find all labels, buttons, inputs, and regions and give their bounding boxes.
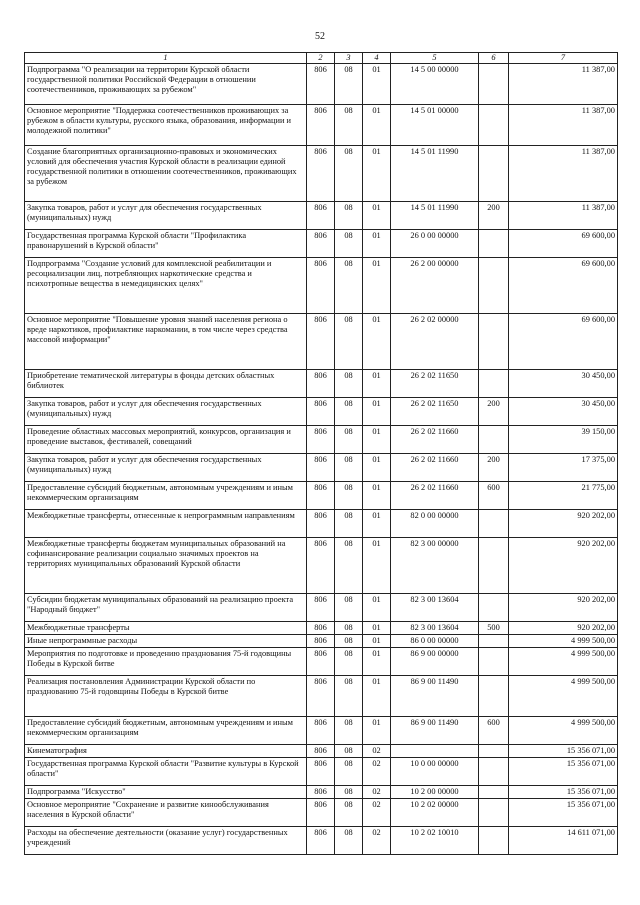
row-section-cell: 08 <box>335 621 363 634</box>
row-code-cell: 806 <box>307 509 335 537</box>
row-amount-cell: 21 775,00 <box>509 481 618 509</box>
row-code-cell: 806 <box>307 537 335 593</box>
row-target-cell: 86 9 00 00000 <box>391 647 479 675</box>
table-row <box>25 675 618 716</box>
row-subsection-cell: 01 <box>363 145 391 201</box>
row-expense-type-cell <box>479 257 509 313</box>
row-subsection-cell: 01 <box>363 63 391 104</box>
row-name-cell: Подпрограмма "Искусство" <box>25 785 307 798</box>
table-row <box>25 785 618 798</box>
row-section-cell: 08 <box>335 744 363 757</box>
row-expense-type-cell <box>479 826 509 854</box>
row-subsection-cell: 02 <box>363 744 391 757</box>
row-amount-cell: 920 202,00 <box>509 509 618 537</box>
row-section-cell: 08 <box>335 716 363 744</box>
row-name-cell: Подпрограмма "Создание условий для комплексной реабилитации и ресоциализации лиц, потребляющих наркотические средства и психотропные вещества в немедицинских целях" <box>25 257 307 313</box>
row-target-cell: 14 5 00 00000 <box>391 63 479 104</box>
row-name-cell: Межбюджетные трансферты, отнесенные к непрограммным направлениям <box>25 509 307 537</box>
row-amount-cell: 69 600,00 <box>509 313 618 369</box>
table-row <box>25 313 618 369</box>
row-code-cell: 806 <box>307 785 335 798</box>
row-subsection-cell: 01 <box>363 425 391 453</box>
row-target-cell: 14 5 01 11990 <box>391 201 479 229</box>
row-name-cell: Закупка товаров, работ и услуг для обеспечения государственных (муниципальных) нужд <box>25 397 307 425</box>
row-section-cell: 08 <box>335 369 363 397</box>
header-row <box>25 53 618 64</box>
row-subsection-cell: 01 <box>363 509 391 537</box>
row-section-cell: 08 <box>335 537 363 593</box>
row-code-cell: 806 <box>307 104 335 145</box>
row-code-cell: 806 <box>307 63 335 104</box>
row-amount-cell: 4 999 500,00 <box>509 675 618 716</box>
row-target-cell: 86 9 00 11490 <box>391 675 479 716</box>
row-name-cell: Основное мероприятие "Поддержка соотечественников проживающих за рубежом в области культуры, русского языка, образования, информации и молодежной политики" <box>25 104 307 145</box>
row-target-cell: 14 5 01 11990 <box>391 145 479 201</box>
column-header: 4 <box>363 53 391 64</box>
row-amount-cell: 920 202,00 <box>509 593 618 621</box>
row-name-cell: Субсидии бюджетам муниципальных образований на реализацию проекта "Народный бюджет" <box>25 593 307 621</box>
row-name-cell: Предоставление субсидий бюджетным, автономным учреждениям и иным некоммерческим организациям <box>25 481 307 509</box>
row-amount-cell: 11 387,00 <box>509 63 618 104</box>
row-expense-type-cell <box>479 593 509 621</box>
row-code-cell: 806 <box>307 369 335 397</box>
row-name-cell: Государственная программа Курской области "Профилактика правонарушений в Курской области" <box>25 229 307 257</box>
row-name-cell: Межбюджетные трансферты <box>25 621 307 634</box>
row-section-cell: 08 <box>335 634 363 647</box>
table-row <box>25 798 618 826</box>
row-expense-type-cell <box>479 229 509 257</box>
row-name-cell: Мероприятия по подготовке и проведению празднования 75-й годовщины Победы в Курской битве <box>25 647 307 675</box>
row-amount-cell: 4 999 500,00 <box>509 716 618 744</box>
row-expense-type-cell <box>479 757 509 785</box>
row-name-cell: Основное мероприятие "Сохранение и развитие кинообслуживания населения в Курской области" <box>25 798 307 826</box>
row-expense-type-cell <box>479 537 509 593</box>
table-row <box>25 453 618 481</box>
row-code-cell: 806 <box>307 593 335 621</box>
row-expense-type-cell <box>479 634 509 647</box>
table-row <box>25 647 618 675</box>
row-code-cell: 806 <box>307 201 335 229</box>
row-name-cell: Проведение областных массовых мероприятий, конкурсов, организация и проведение выставок, фестивалей, совещаний <box>25 425 307 453</box>
table-row <box>25 634 618 647</box>
table-row <box>25 104 618 145</box>
row-name-cell: Межбюджетные трансферты бюджетам муниципальных образований на софинансирование реализации социально значимых проектов на территориях муниципальных образований Курской области <box>25 537 307 593</box>
row-code-cell: 806 <box>307 145 335 201</box>
row-subsection-cell: 02 <box>363 757 391 785</box>
row-code-cell: 806 <box>307 675 335 716</box>
row-expense-type-cell: 200 <box>479 397 509 425</box>
row-section-cell: 08 <box>335 453 363 481</box>
row-section-cell: 08 <box>335 798 363 826</box>
row-expense-type-cell <box>479 744 509 757</box>
row-target-cell: 26 2 02 11650 <box>391 369 479 397</box>
row-expense-type-cell <box>479 63 509 104</box>
row-target-cell: 86 0 00 00000 <box>391 634 479 647</box>
row-target-cell: 10 0 00 00000 <box>391 757 479 785</box>
row-amount-cell: 30 450,00 <box>509 369 618 397</box>
row-section-cell: 08 <box>335 104 363 145</box>
row-target-cell: 26 2 02 11660 <box>391 453 479 481</box>
row-code-cell: 806 <box>307 647 335 675</box>
row-target-cell: 26 0 00 00000 <box>391 229 479 257</box>
row-subsection-cell: 01 <box>363 481 391 509</box>
row-code-cell: 806 <box>307 757 335 785</box>
row-subsection-cell: 01 <box>363 716 391 744</box>
row-name-cell: Кинематография <box>25 744 307 757</box>
column-header: 5 <box>391 53 479 64</box>
table-row <box>25 826 618 854</box>
row-expense-type-cell <box>479 647 509 675</box>
row-subsection-cell: 01 <box>363 593 391 621</box>
row-amount-cell: 920 202,00 <box>509 537 618 593</box>
table-row <box>25 229 618 257</box>
row-subsection-cell: 01 <box>363 313 391 369</box>
row-section-cell: 08 <box>335 63 363 104</box>
table-row <box>25 63 618 104</box>
row-amount-cell: 15 356 071,00 <box>509 798 618 826</box>
table-row <box>25 145 618 201</box>
row-target-cell: 26 2 02 11660 <box>391 481 479 509</box>
row-amount-cell: 15 356 071,00 <box>509 785 618 798</box>
row-target-cell: 86 9 00 11490 <box>391 716 479 744</box>
table-row <box>25 757 618 785</box>
row-code-cell: 806 <box>307 798 335 826</box>
row-section-cell: 08 <box>335 509 363 537</box>
row-code-cell: 806 <box>307 744 335 757</box>
row-name-cell: Предоставление субсидий бюджетным, автономным учреждениям и иным некоммерческим организациям <box>25 716 307 744</box>
row-expense-type-cell: 600 <box>479 716 509 744</box>
row-section-cell: 08 <box>335 201 363 229</box>
row-subsection-cell: 01 <box>363 675 391 716</box>
row-code-cell: 806 <box>307 826 335 854</box>
column-header: 1 <box>25 53 307 64</box>
column-header: 7 <box>509 53 618 64</box>
row-expense-type-cell <box>479 313 509 369</box>
row-expense-type-cell: 500 <box>479 621 509 634</box>
row-amount-cell: 15 356 071,00 <box>509 744 618 757</box>
row-name-cell: Закупка товаров, работ и услуг для обеспечения государственных (муниципальных) нужд <box>25 453 307 481</box>
row-section-cell: 08 <box>335 425 363 453</box>
row-target-cell: 82 3 00 13604 <box>391 593 479 621</box>
row-amount-cell: 11 387,00 <box>509 104 618 145</box>
row-amount-cell: 39 150,00 <box>509 425 618 453</box>
row-amount-cell: 4 999 500,00 <box>509 647 618 675</box>
row-code-cell: 806 <box>307 634 335 647</box>
row-name-cell: Иные непрограммные расходы <box>25 634 307 647</box>
column-header: 3 <box>335 53 363 64</box>
column-header: 6 <box>479 53 509 64</box>
row-expense-type-cell <box>479 369 509 397</box>
row-amount-cell: 920 202,00 <box>509 621 618 634</box>
row-section-cell: 08 <box>335 785 363 798</box>
row-code-cell: 806 <box>307 257 335 313</box>
row-amount-cell: 11 387,00 <box>509 201 618 229</box>
row-code-cell: 806 <box>307 453 335 481</box>
row-target-cell: 26 2 02 11650 <box>391 397 479 425</box>
row-name-cell: Расходы на обеспечение деятельности (оказание услуг) государственных учреждений <box>25 826 307 854</box>
row-target-cell: 10 2 02 00000 <box>391 798 479 826</box>
row-target-cell: 10 2 02 10010 <box>391 826 479 854</box>
row-subsection-cell: 02 <box>363 798 391 826</box>
row-amount-cell: 30 450,00 <box>509 397 618 425</box>
row-code-cell: 806 <box>307 716 335 744</box>
row-subsection-cell: 01 <box>363 397 391 425</box>
row-section-cell: 08 <box>335 397 363 425</box>
row-subsection-cell: 01 <box>363 201 391 229</box>
row-amount-cell: 15 356 071,00 <box>509 757 618 785</box>
row-section-cell: 08 <box>335 257 363 313</box>
table-row <box>25 744 618 757</box>
row-name-cell: Подпрограмма "О реализации на территории Курской области государственной политики Российской Федерации в отношении соотечественников, проживающих за рубежом" <box>25 63 307 104</box>
row-expense-type-cell: 200 <box>479 453 509 481</box>
row-target-cell: 82 0 00 00000 <box>391 509 479 537</box>
row-section-cell: 08 <box>335 481 363 509</box>
row-expense-type-cell <box>479 509 509 537</box>
row-code-cell: 806 <box>307 397 335 425</box>
row-code-cell: 806 <box>307 425 335 453</box>
row-section-cell: 08 <box>335 647 363 675</box>
row-target-cell <box>391 744 479 757</box>
table-row <box>25 509 618 537</box>
row-amount-cell: 14 611 071,00 <box>509 826 618 854</box>
row-subsection-cell: 01 <box>363 369 391 397</box>
row-subsection-cell: 02 <box>363 826 391 854</box>
row-target-cell: 26 2 02 00000 <box>391 313 479 369</box>
column-header: 2 <box>307 53 335 64</box>
row-amount-cell: 17 375,00 <box>509 453 618 481</box>
row-name-cell: Основное мероприятие "Повышение уровня знаний населения региона о вреде наркотиков, профилактике наркомании, в том числе через средства массовой информации" <box>25 313 307 369</box>
row-amount-cell: 4 999 500,00 <box>509 634 618 647</box>
row-expense-type-cell <box>479 145 509 201</box>
row-expense-type-cell <box>479 785 509 798</box>
row-expense-type-cell <box>479 425 509 453</box>
row-amount-cell: 11 387,00 <box>509 145 618 201</box>
row-amount-cell: 69 600,00 <box>509 229 618 257</box>
table-row <box>25 537 618 593</box>
row-section-cell: 08 <box>335 675 363 716</box>
row-section-cell: 08 <box>335 757 363 785</box>
row-subsection-cell: 01 <box>363 453 391 481</box>
row-subsection-cell: 01 <box>363 537 391 593</box>
row-section-cell: 08 <box>335 229 363 257</box>
table-row <box>25 397 618 425</box>
row-amount-cell: 69 600,00 <box>509 257 618 313</box>
table-row <box>25 716 618 744</box>
row-name-cell: Реализация постановления Администрации Курской области по празднованию 75-й годовщины Победы в Курской битве <box>25 675 307 716</box>
table-row <box>25 369 618 397</box>
row-subsection-cell: 02 <box>363 785 391 798</box>
row-code-cell: 806 <box>307 621 335 634</box>
row-expense-type-cell: 600 <box>479 481 509 509</box>
row-expense-type-cell <box>479 104 509 145</box>
row-name-cell: Создание благоприятных организационно-правовых и экономических условий для обеспечения участия Курской области в реализации единой государственной политики в отношении соотечественников, проживающих за рубежом <box>25 145 307 201</box>
row-code-cell: 806 <box>307 481 335 509</box>
table-row <box>25 425 618 453</box>
row-target-cell: 26 2 00 00000 <box>391 257 479 313</box>
row-code-cell: 806 <box>307 313 335 369</box>
table-row <box>25 201 618 229</box>
row-subsection-cell: 01 <box>363 257 391 313</box>
row-section-cell: 08 <box>335 826 363 854</box>
row-code-cell: 806 <box>307 229 335 257</box>
table-row <box>25 621 618 634</box>
row-subsection-cell: 01 <box>363 634 391 647</box>
row-target-cell: 82 3 00 00000 <box>391 537 479 593</box>
page-number: 52 <box>315 31 325 42</box>
row-subsection-cell: 01 <box>363 647 391 675</box>
row-name-cell: Государственная программа Курской области "Развитие культуры в Курской области" <box>25 757 307 785</box>
row-expense-type-cell <box>479 798 509 826</box>
row-subsection-cell: 01 <box>363 621 391 634</box>
row-subsection-cell: 01 <box>363 104 391 145</box>
row-name-cell: Закупка товаров, работ и услуг для обеспечения государственных (муниципальных) нужд <box>25 201 307 229</box>
row-target-cell: 26 2 02 11660 <box>391 425 479 453</box>
table-row <box>25 257 618 313</box>
row-target-cell: 14 5 01 00000 <box>391 104 479 145</box>
row-target-cell: 10 2 00 00000 <box>391 785 479 798</box>
row-section-cell: 08 <box>335 313 363 369</box>
row-expense-type-cell <box>479 675 509 716</box>
budget-table <box>24 52 618 855</box>
table-row <box>25 481 618 509</box>
row-expense-type-cell: 200 <box>479 201 509 229</box>
row-target-cell: 82 3 00 13604 <box>391 621 479 634</box>
row-section-cell: 08 <box>335 145 363 201</box>
row-name-cell: Приобретение тематической литературы в фонды детских областных библиотек <box>25 369 307 397</box>
row-section-cell: 08 <box>335 593 363 621</box>
row-subsection-cell: 01 <box>363 229 391 257</box>
table-row <box>25 593 618 621</box>
